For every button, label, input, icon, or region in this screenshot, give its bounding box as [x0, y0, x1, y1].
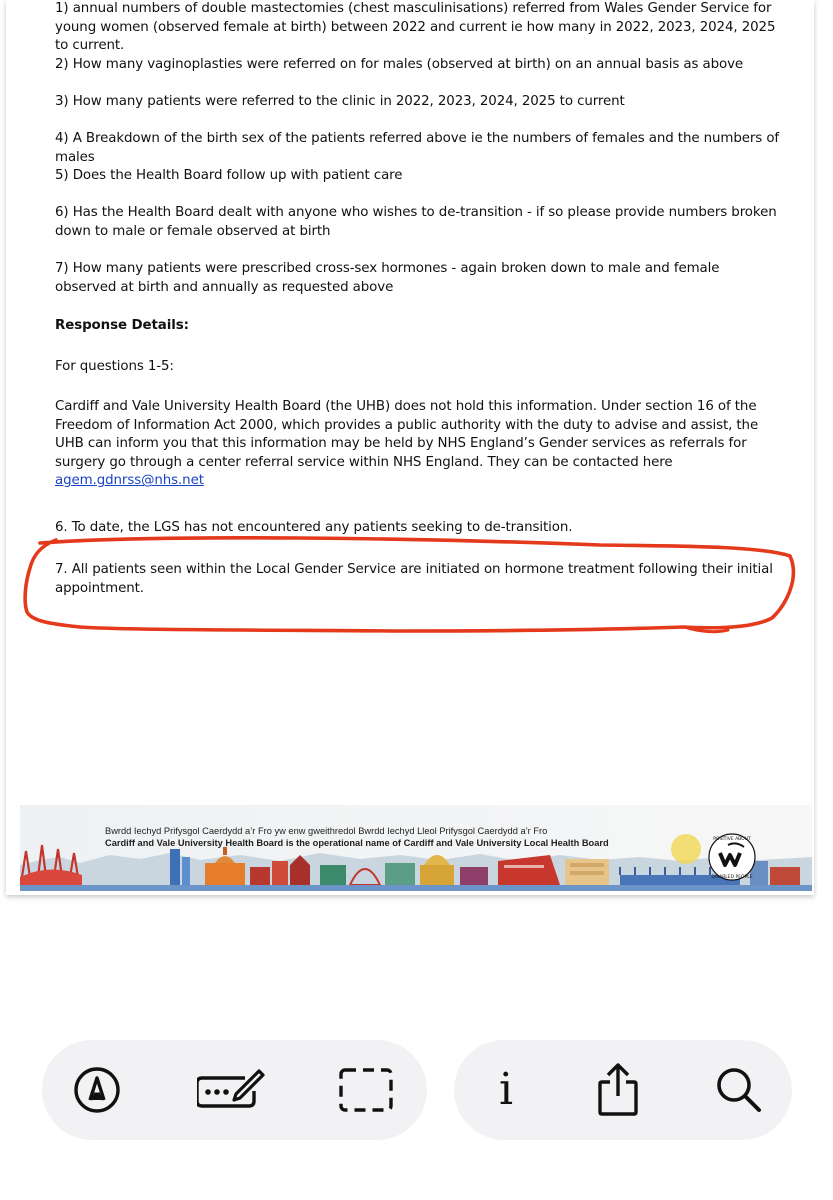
search-button[interactable] [710, 1062, 766, 1118]
answer-6: 6. To date, the LGS has not encountered any patients seeking to de-transition. [55, 520, 573, 535]
response-body-block [55, 398, 783, 491]
markup-button[interactable] [69, 1062, 125, 1118]
positive-about-disabled-people-badge [706, 831, 758, 883]
share-icon [594, 1062, 642, 1118]
form-fill-icon [197, 1064, 267, 1116]
question-3: 3) How many patients were referred to the clinic in 2022, 2023, 2024, 2025 to current [55, 94, 625, 109]
disability-badge-icon [706, 831, 758, 883]
info-button[interactable] [478, 1062, 534, 1118]
footer-english-text: Cardiff and Vale University Health Board is the operational name of Cardiff and Vale University Local Health Board [105, 838, 609, 848]
info-icon: i [498, 1064, 514, 1115]
select-area-button[interactable] [338, 1062, 394, 1118]
svg-text:DISABLED PEOPLE: DISABLED PEOPLE [711, 875, 753, 880]
question-2: 2) How many vaginoplasties were referred on for males (observed at birth) on an annual basis as above [55, 57, 744, 72]
footer-banner [20, 805, 812, 891]
response-body: Cardiff and Vale University Health Board (the UHB) does not hold this information. Under section 16 of the Freedom of Information Act 2000, which provides a public authority with the duty to advise and assist, the UHB can inform you that this information may be held by NHS England’s Gender services as referrals for surgery go through a center referral service within NHS England. They can be contacted here [55, 399, 759, 470]
question-4: 4) A Breakdown of the birth sex of the patients referred above ie the numbers of females and the numbers of males [55, 131, 780, 165]
question-7: 7) How many patients were prescribed cross-sex hormones - again broken down to male and female observed at birth and annually as requested above [55, 261, 720, 295]
contact-email-link[interactable]: agem.gdnrss@nhs.net [55, 473, 204, 489]
dashed-selection-icon [338, 1066, 394, 1114]
search-icon [712, 1064, 764, 1116]
answer-7: 7. All patients seen within the Local Gender Service are initiated on hormone treatment following their initial appointment. [55, 562, 773, 596]
question-5: 5) Does the Health Board follow up with patient care [55, 168, 403, 183]
response-scope: For questions 1-5: [55, 359, 174, 374]
question-1: 1) annual numbers of double mastectomies (chest masculinisations) referred from Wales Gender Service for young women (observed female at birth) between 2022 and current ie how many in 2022, 2023, 2024, 2025 to current. [55, 1, 776, 54]
footer-welsh-text: Bwrdd Iechyd Prifysgol Caerdydd a’r Fro yw enw gweithredol Bwrdd Iechyd Lleol Prifysgol Caerdydd a’r Fro [105, 826, 548, 836]
response-heading: Response Details: [55, 318, 189, 333]
share-button[interactable] [590, 1062, 646, 1118]
question-6: 6) Has the Health Board dealt with anyone who wishes to de-transition - if so please provide numbers broken down to male or female observed at birth [55, 205, 777, 239]
svg-text:POSITIVE ABOUT: POSITIVE ABOUT [713, 837, 751, 842]
markup-pen-icon [71, 1064, 123, 1116]
document-page [6, 0, 814, 895]
form-fill-button[interactable] [197, 1062, 267, 1118]
